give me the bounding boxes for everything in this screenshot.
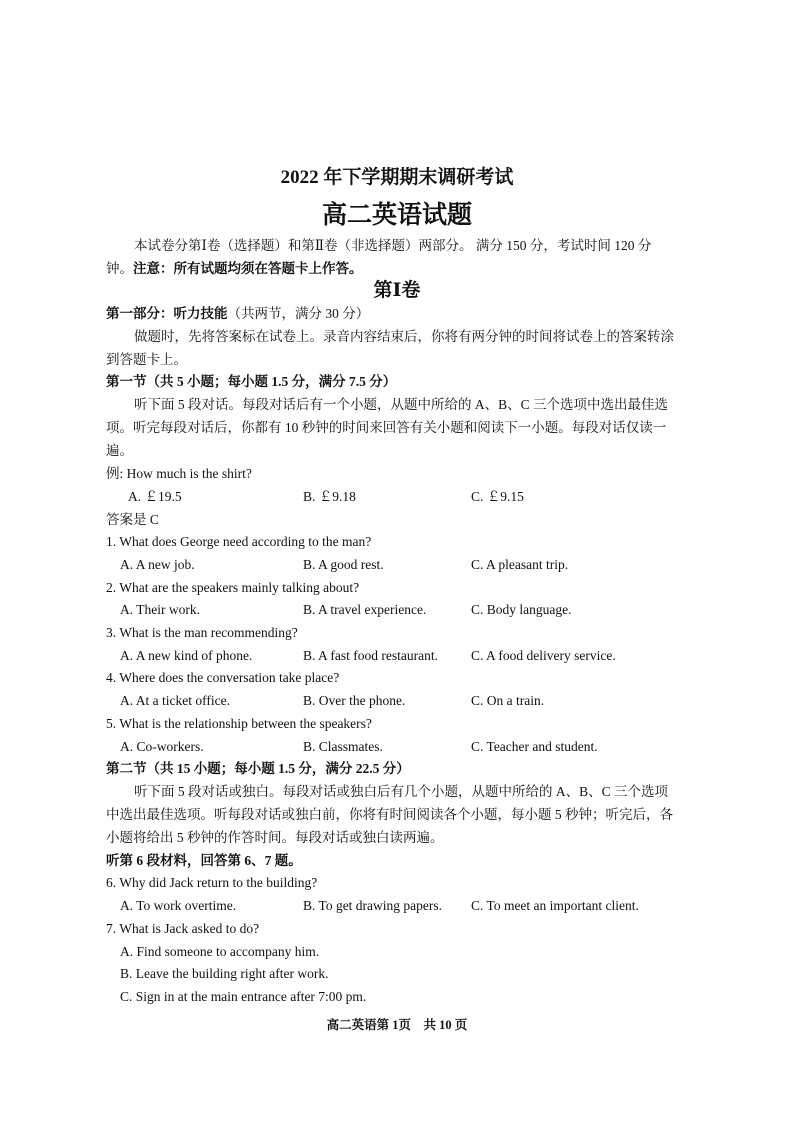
question-1: 1. What does George need according to the man? xyxy=(106,534,372,549)
question-3: 3. What is the man recommending? xyxy=(106,625,298,640)
section1-instr-line-3: 遍。 xyxy=(106,443,133,458)
question-2: 2. What are the speakers mainly talking about? xyxy=(106,580,360,595)
part1-instr-line-1: 做题时，先将答案标在试卷上。录音内容结束后，你将有两分钟的时间将试卷上的答案转涂 xyxy=(134,329,674,344)
question-4-option-a: A. At a ticket office. xyxy=(120,693,230,708)
question-3-option-b: B. A fast food restaurant. xyxy=(303,648,438,663)
example-option-c: C. ￡9.15 xyxy=(471,489,524,504)
example-question: 例: How much is the shirt? xyxy=(106,466,252,481)
question-7-option-b: B. Leave the building right after work. xyxy=(120,966,329,981)
section1-instr-line-1: 听下面 5 段对话。每段对话后有一个小题，从题中所给的 A、B、C 三个选项中选出最佳选 xyxy=(134,397,669,412)
part1-heading xyxy=(106,304,369,324)
question-7: 7. What is Jack asked to do? xyxy=(106,921,260,936)
question-6-option-c: C. To meet an important client. xyxy=(471,898,639,913)
question-1-option-c: C. A pleasant trip. xyxy=(471,557,569,572)
question-5-option-a: A. Co-workers. xyxy=(120,739,204,754)
question-3-option-a: A. A new kind of phone. xyxy=(120,648,253,663)
part1-heading-bold: 第一部分：听力技能 xyxy=(106,306,228,321)
question-4: 4. Where does the conversation take place? xyxy=(106,670,340,685)
section2-heading: 第二节（共 15 小题；每小题 1.5 分，满分 22.5 分） xyxy=(106,761,410,776)
question-1-option-a: A. A new job. xyxy=(120,557,195,572)
intro-line-2 xyxy=(106,259,363,279)
question-4-option-c: C. On a train. xyxy=(471,693,545,708)
question-5-option-c: C. Teacher and student. xyxy=(471,739,598,754)
question-6-option-b: B. To get drawing papers. xyxy=(303,898,443,913)
part1-heading-rest: （共两节，满分 30 分） xyxy=(227,306,370,321)
question-2-option-c: C. Body language. xyxy=(471,602,572,617)
part1-instr-line-2: 到答题卡上。 xyxy=(106,352,187,367)
example-option-a: A. ￡19.5 xyxy=(128,489,182,504)
exam-title: 2022 年下学期期末调研考试 xyxy=(280,167,514,188)
question-1-option-b: B. A good rest. xyxy=(303,557,384,572)
intro-line-1: 本试卷分第Ⅰ卷（选择题）和第Ⅱ卷（非选择题）两部分。 满分 150 分，考试时间 120 分 xyxy=(134,238,652,253)
question-7-option-c: C. Sign in at the main entrance after 7:00 pm. xyxy=(120,989,367,1004)
intro-line-2-plain: 钟。 xyxy=(106,261,133,276)
question-5: 5. What is the relationship between the speakers? xyxy=(106,716,372,731)
question-4-option-b: B. Over the phone. xyxy=(303,693,406,708)
page-footer: 高二英语第 1页 共 10 页 xyxy=(326,1018,468,1032)
paper-title: 高二英语试题 xyxy=(321,202,472,229)
question-3-option-c: C. A food delivery service. xyxy=(471,648,616,663)
question-6-option-a: A. To work overtime. xyxy=(120,898,237,913)
section2-instr-line-1: 听下面 5 段对话或独白。每段对话或独白后有几个小题，从题中所给的 A、B、C 三个选项 xyxy=(134,784,669,799)
question-2-option-b: B. A travel experience. xyxy=(303,602,427,617)
section1-instr-line-2: 项。听完每段对话后，你都有 10 秒钟的时间来回答有关小题和阅读下一小题。每段对话仅读一 xyxy=(106,420,667,435)
material-6-heading: 听第 6 段材料，回答第 6、7 题。 xyxy=(106,853,302,868)
intro-notice: 注意：所有试题均须在答题卡上作答。 xyxy=(133,261,363,276)
section2-instr-line-2: 中选出最佳选项。听每段对话或独白前，你将有时间阅读各个小题，每小题 5 秒钟；听完后，各 xyxy=(106,807,673,822)
section2-instr-line-3: 小题将给出 5 秒钟的作答时间。每段对话或独白读两遍。 xyxy=(106,830,444,845)
question-6: 6. Why did Jack return to the building? xyxy=(106,875,318,890)
example-answer: 答案是 C xyxy=(106,512,159,527)
example-option-b: B. ￡9.18 xyxy=(303,489,356,504)
question-2-option-a: A. Their work. xyxy=(120,602,200,617)
question-5-option-b: B. Classmates. xyxy=(303,739,383,754)
volume-title: 第Ⅰ卷 xyxy=(373,280,421,301)
section1-heading: 第一节（共 5 小题；每小题 1.5 分，满分 7.5 分） xyxy=(106,374,397,389)
question-7-option-a: A. Find someone to accompany him. xyxy=(120,944,320,959)
